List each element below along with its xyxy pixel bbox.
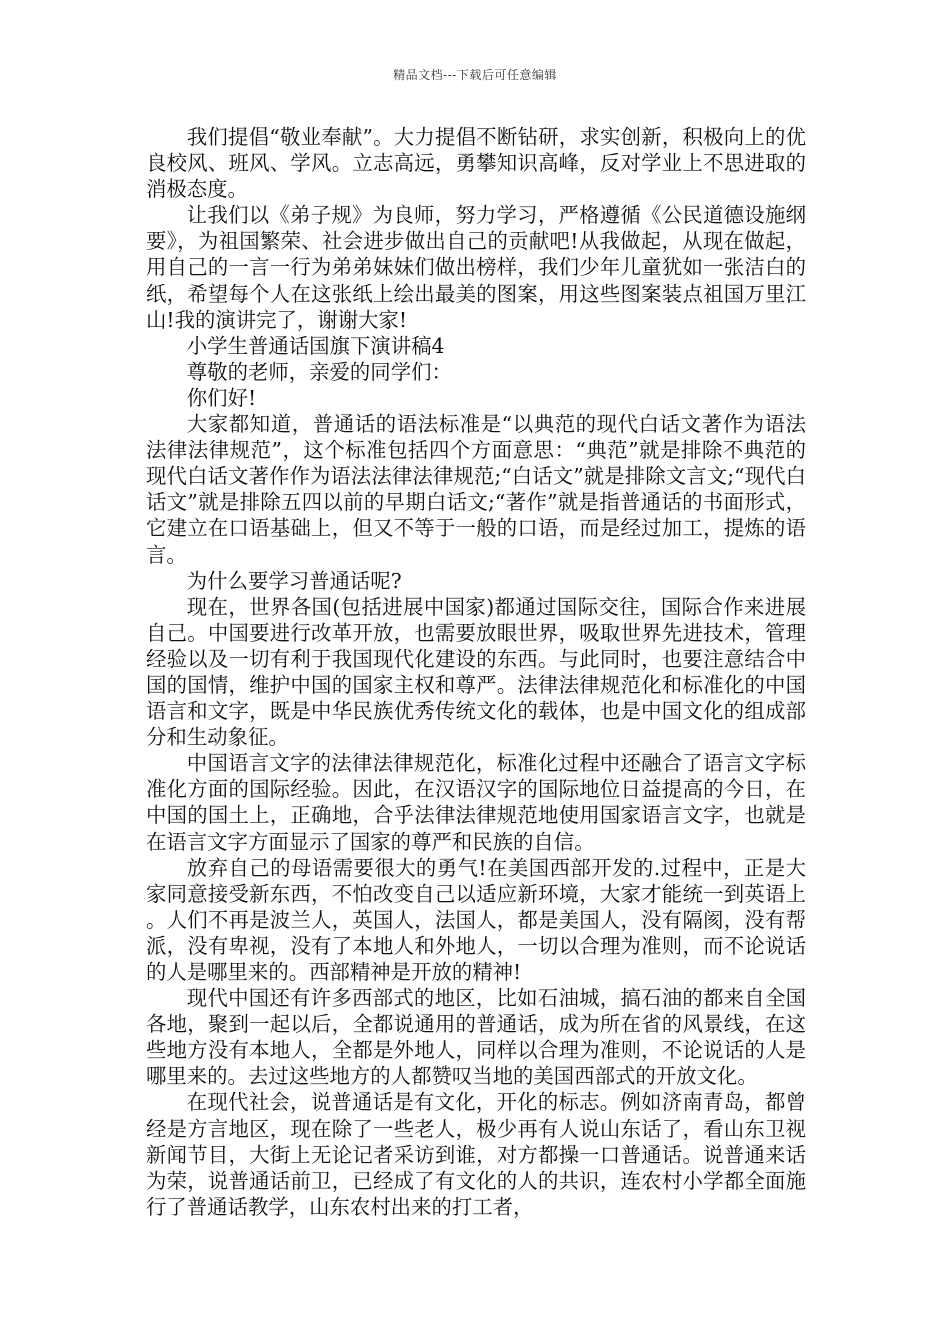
paragraph: 让我们以《弟子规》为良师，努力学习，严格遵循《公民道德设施纲要》，为祖国繁荣、社会进步做出自己的贡献吧!从我做起，从现在做起，用自己的一言一行为弟弟妹妹们做出榜样，我们少年儿童犹如一张洁白的纸，希望每个人在这张纸上绘出最美的图案，用这些图案装点祖国万里江山!我的演讲完了，谢谢大家!	[146, 203, 806, 332]
section-title: 小学生普通话国旗下演讲稿4	[186, 333, 445, 358]
greeting: 你们好!	[186, 385, 257, 410]
document-body	[146, 124, 806, 1220]
paragraph: 中国语言文字的法律法律规范化，标准化过程中还融合了语言文字标准化方面的国际经验。因此，在汉语汉字的国际地位日益提高的今日，在中国的国土上，正确地，合乎法律法律规范地使用国家语言文字，也就是在语言文字方面显示了国家的尊严和民族的自信。	[146, 751, 806, 854]
paragraph: 现代中国还有许多西部式的地区，比如石油城，搞石油的都来自全国各地，聚到一起以后，全都说通用的普通话，成为所在省的风景线，在这些地方没有本地人，全都是外地人，同样以合理为准则，不论说话的人是哪里来的。去过这些地方的人都赞叹当地的美国西部式的开放文化。	[146, 986, 806, 1089]
paragraph: 现在，世界各国(包括进展中国家)都通过国际交往，国际合作来进展自己。中国要进行改革开放，也需要放眼世界，吸取世界先进技术，管理经验以及一切有利于我国现代化建设的东西。与此同时，也要注意结合中国的国情，维护中国的国家主权和尊严。法律法律规范化和标准化的中国语言和文字，既是中华民族优秀传统文化的载体，也是中国文化的组成部分和生动象征。	[146, 594, 806, 750]
paragraph: 我们提倡“敬业奉献”。大力提倡不断钻研，求实创新，积极向上的优良校风、班风、学风。立志高远，勇攀知识高峰，反对学业上不思进取的消极态度。	[146, 125, 806, 202]
salutation: 尊敬的老师，亲爱的同学们：	[186, 359, 452, 384]
page-header: 精品文档---下载后可任意编辑	[393, 68, 557, 82]
paragraph: 在现代社会，说普通话是有文化，开化的标志。例如济南青岛，都曾经是方言地区，现在除了一些老人，极少再有人说山东话了，看山东卫视新闻节目，大街上无论记者采访到谁，对方都操一口普通话。说普通来话为荣，说普通话前卫，已经成了有文化的人的共识，连农村小学都全面施行了普通话教学，山东农村出来的打工者，	[146, 1090, 806, 1219]
paragraph: 为什么要学习普通话呢?	[186, 568, 402, 593]
paragraph: 放弃自己的母语需要很大的勇气!在美国西部开发的.过程中，正是大家同意接受新东西，不怕改变自己以适应新环境，大家才能统一到英语上。人们不再是波兰人，英国人，法国人，都是美国人，没有隔阂，没有帮派，没有卑视，没有了本地人和外地人，一切以合理为准则，而不论说话的人是哪里来的。西部精神是开放的精神!	[146, 855, 806, 984]
paragraph: 大家都知道，普通话的语法标准是“以典范的现代白话文著作为语法法律法律规范”，这个标准包括四个方面意思：“典范”就是排除不典范的现代白话文著作作为语法法律法律规范;“白话文”就是排除文言文;“现代白话文”就是排除五四以前的早期白话文;“著作”就是指普通话的书面形式，它建立在口语基础上，但又不等于一般的口语，而是经过加工，提炼的语言。	[146, 412, 806, 567]
